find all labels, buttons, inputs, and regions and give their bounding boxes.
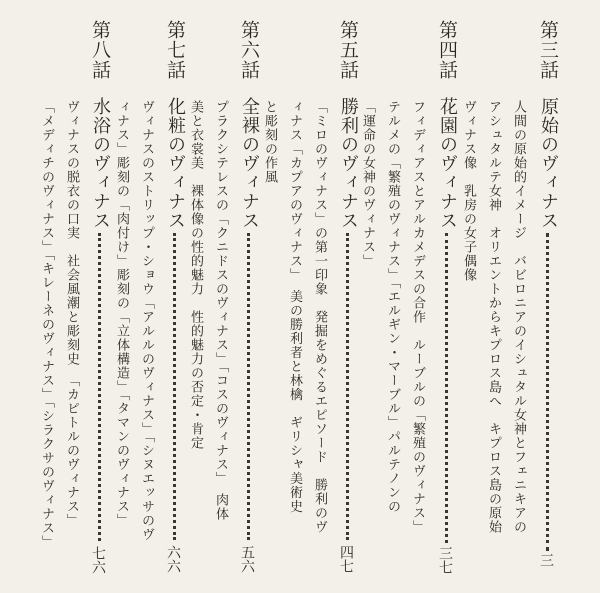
chapter-3-leader [546,233,549,551]
chapter-7-line-1: ヴィナスのストリップ・ショウ「アルルのヴィナス」「シヌエッサのヴ [139,100,154,542]
chapter-4-line-3: 「運命の女神のヴィナス」 [360,100,375,268]
chapter-6-line-2: 美と衣裳美 裸体像の性的魅力 性的魅力の否定・肯定 [188,100,203,450]
chapter-7-title: 化粧のヴィナス [165,97,186,230]
chapter-4-leader [445,233,448,543]
chapter-3-line-1: 人間の原始的イメージ バビロニアのイシュタル女神とフェニキアの [511,100,526,534]
chapter-6-number: 第六話 [238,20,260,80]
chapter-8-leader [98,233,101,541]
chapter-7-number: 第七話 [164,20,186,80]
chapter-5-line-1: 「ミロのヴィナス」の第一印象 発掘をめぐるエピソード 勝利のヴ [312,100,327,534]
chapter-4-line-1: フィディアスとアルカメデスの合作 ルーブルの「繁殖のヴィナス」 [410,100,425,534]
chapter-7-line-2: ィナス」彫刻の「肉付け」彫刻の「立体構造」「タマンのヴィナス」 [114,100,129,528]
chapter-4-title: 花園のヴィナス [437,97,458,230]
chapter-3-line-2: アシュタルテ女神 オリエントからキプロス島へ キプロス島の原始 [486,100,501,534]
chapter-8-number: 第八話 [89,20,111,80]
chapter-7-page: 六六 [165,545,181,573]
chapter-3-line-3: ヴィナス像 乳房の女子偶像 [461,100,476,282]
chapter-4-page: 三七 [437,546,453,574]
chapter-5-line-2: ィナス「カプアのヴィナス」 美の勝利者と林檎 ギリシャ美術史 [287,100,302,514]
chapter-7-leader [173,233,176,540]
chapter-6-page: 五六 [239,545,255,573]
chapter-3-title: 原始のヴィナス [538,97,559,230]
chapter-3-number: 第三話 [537,20,559,80]
chapter-8-line-2: 「メディチのヴィナス」「キレーネのヴィナス」「シラクサのヴィナス」 [39,100,54,549]
chapter-5-page: 四七 [338,545,354,573]
chapter-5-line-3: と彫刻の作風 [262,100,277,184]
chapter-8-line-1: ヴィナスの脱衣の口実 社会風潮と彫刻史 「カピトルのヴィナス」 [64,100,79,528]
chapter-4-line-2: テルメの「繁殖のヴィナス」「エルギン・マーブル」パルテノンの [385,100,400,514]
chapter-6-line-1: プラクシテレスの「クニドスのヴィナス」「コスのヴィナス」 肉体 [213,100,228,521]
chapter-5-leader [346,233,349,540]
chapter-5-title: 勝利のヴィナス [338,97,359,230]
chapter-4-number: 第四話 [436,20,458,80]
chapter-5-number: 第五話 [337,20,359,80]
chapter-6-leader [247,233,250,540]
chapter-6-title: 全裸のヴィナス [239,97,260,230]
chapter-3-page: 三 [538,553,554,567]
chapter-8-page: 七六 [90,546,106,574]
chapter-8-title: 水浴のヴィナス [90,97,111,230]
